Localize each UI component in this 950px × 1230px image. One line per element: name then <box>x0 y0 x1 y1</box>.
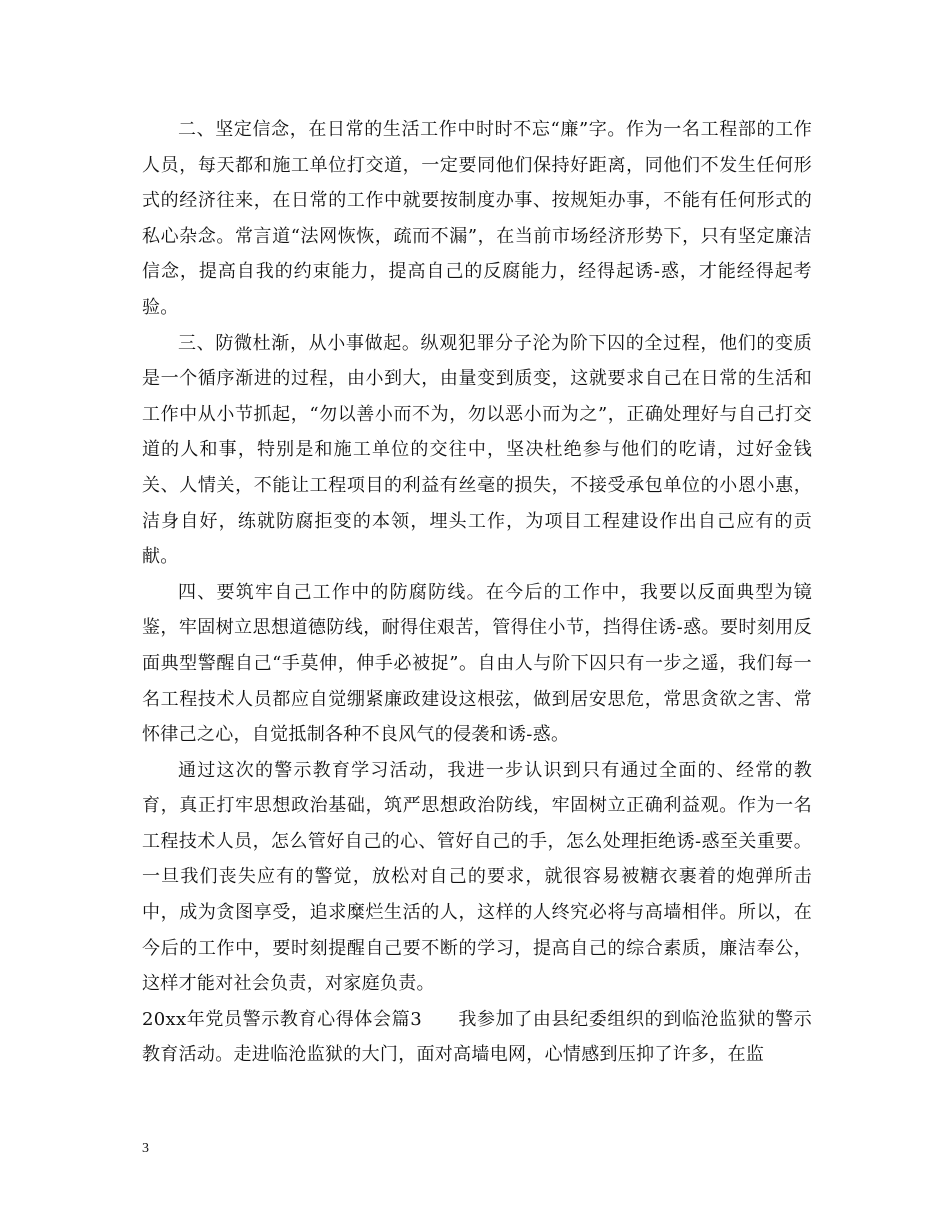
document-body <box>142 112 812 1073</box>
paragraph-2: 二、坚定信念，在日常的生活工作中时时不忘“廉”字。作为一名工程部的工作人员，每天都和施工单位打交道，一定要同他们保持好距离，同他们不发生任何形式的经济往来，在日常的工作中就要按制度办事、按规矩办事，不能有任何形式的私心杂念。常言道“法网恢恢，疏而不漏”，在当前市场经济形势下，只有坚定廉洁信念，提高自我的约束能力，提高自己的反腐能力，经得起诱-惑，才能经得起考验。 <box>142 119 812 318</box>
section-3-line <box>142 1002 812 1073</box>
paragraph-conclusion: 通过这次的警示教育学习活动，我进一步认识到只有通过全面的、经常的教育，真正打牢思想政治基础，筑严思想政治防线，牢固树立正确利益观。作为一名工程技术人员，怎么管好自己的心、管好自己的手，怎么处理拒绝诱-惑至关重要。一旦我们丧失应有的警觉，放松对自己的要求，就很容易被糖衣裹着的炮弹所击中，成为贪图享受，追求糜烂生活的人，这样的人终究必将与高墙相伴。所以，在今后的工作中，要时刻提醒自己要不断的学习，提高自己的综合素质，廉洁奉公，这样才能对社会负责，对家庭负责。 <box>142 759 812 995</box>
paragraph-3: 三、防微杜渐，从小事做起。纵观犯罪分子沦为阶下囚的全过程，他们的变质是一个循序渐进的过程，由小到大，由量变到质变，这就要求自己在日常的生活和工作中从小节抓起，“勿以善小而不为，勿以恶小而为之”，正确处理好与自己打交道的人和事，特别是和施工单位的交往中，坚决杜绝参与他们的吃请，过好金钱关、人情关，不能让工程项目的利益有丝毫的损失，不接受承包单位的小恩小惠，洁身自好，练就防腐拒变的本领，埋头工作，为项目工程建设作出自己应有的贡献。 <box>142 332 812 568</box>
section-title: 20xx年党员警示教育心得体会篇3 <box>142 1008 423 1030</box>
section-text: 我参加了由县纪委组织的到临沧监狱的警示教育活动。走进临沧监狱的大门，面对高墙电网，心情感到压抑了许多，在监 <box>142 1008 812 1066</box>
paragraph-4: 四、要筑牢自己工作中的防腐防线。在今后的工作中，我要以反面典型为镜鉴，牢固树立思想道德防线，耐得住艰苦，管得住小节，挡得住诱-惑。要时刻用反面典型警醒自己“手莫伸，伸手必被捉”。自由人与阶下囚只有一步之遥，我们每一名工程技术人员都应自觉绷紧廉政建设这根弦，做到居安思危，常思贪欲之害、常怀律己之心，自觉抵制各种不良风气的侵袭和诱-惑。 <box>142 581 812 746</box>
page-number: 3 <box>142 1141 149 1156</box>
